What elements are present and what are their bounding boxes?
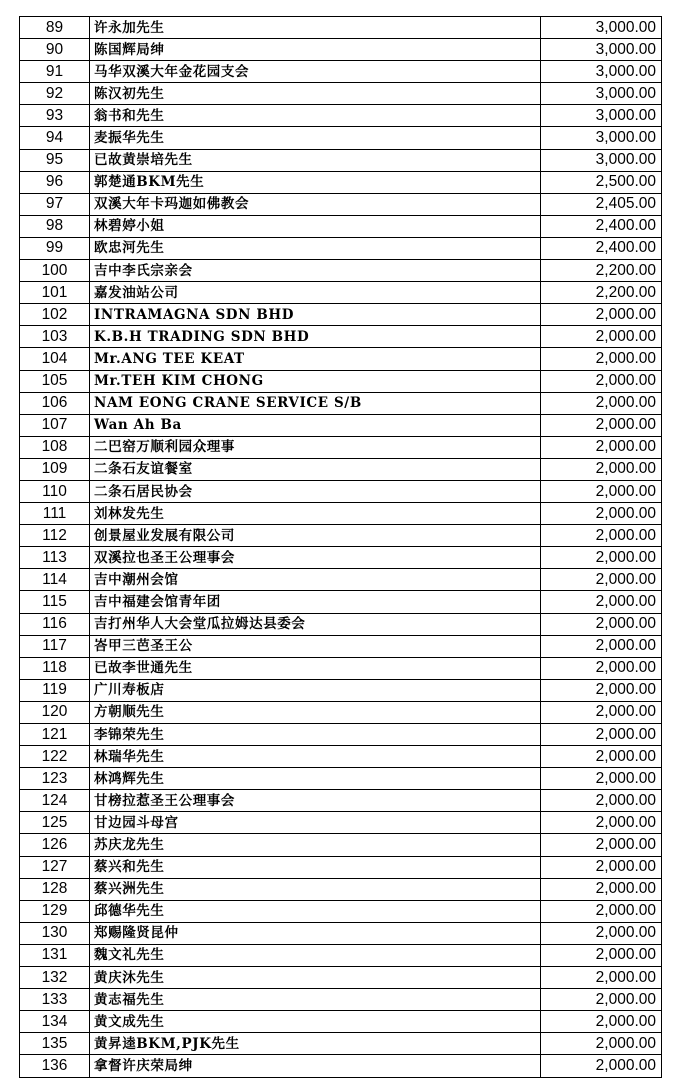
amount-cell: 2,000.00: [541, 790, 662, 812]
table-row: [20, 17, 662, 39]
table-row: [20, 61, 662, 83]
amount-cell: 3,000.00: [541, 127, 662, 149]
table-row: [20, 525, 662, 547]
amount-cell: 2,000.00: [541, 480, 662, 502]
table-row: [20, 149, 662, 171]
row-number-cell: 99: [20, 237, 90, 259]
amount-cell: 2,000.00: [541, 348, 662, 370]
table-row: [20, 392, 662, 414]
table-row: [20, 282, 662, 304]
table-row: [20, 768, 662, 790]
amount-cell: 3,000.00: [541, 61, 662, 83]
table-row: [20, 83, 662, 105]
donor-name-cell: 广川寿板店: [90, 679, 541, 701]
amount-cell: 2,000.00: [541, 922, 662, 944]
row-number-cell: 122: [20, 746, 90, 768]
row-number-cell: 125: [20, 812, 90, 834]
amount-cell: 2,000.00: [541, 1011, 662, 1033]
donor-name-cell: 二条石居民协会: [90, 480, 541, 502]
amount-cell: 2,000.00: [541, 878, 662, 900]
amount-cell: 2,000.00: [541, 525, 662, 547]
row-number-cell: 114: [20, 569, 90, 591]
table-row: [20, 1011, 662, 1033]
amount-cell: 3,000.00: [541, 83, 662, 105]
amount-cell: 2,000.00: [541, 613, 662, 635]
amount-cell: 2,000.00: [541, 746, 662, 768]
table-row: [20, 458, 662, 480]
donor-name-cell: 甘边园斗母宫: [90, 812, 541, 834]
amount-cell: 2,000.00: [541, 967, 662, 989]
amount-cell: 2,000.00: [541, 436, 662, 458]
row-number-cell: 100: [20, 260, 90, 282]
amount-cell: 2,000.00: [541, 326, 662, 348]
donor-name-cell: 甘榜拉惹圣王公理事会: [90, 790, 541, 812]
donor-name-cell: 已故李世通先生: [90, 657, 541, 679]
row-number-cell: 101: [20, 282, 90, 304]
donor-name-cell: 创景屋业发展有限公司: [90, 525, 541, 547]
row-number-cell: 131: [20, 944, 90, 966]
donor-name-cell: 林碧婷小姐: [90, 215, 541, 237]
row-number-cell: 129: [20, 900, 90, 922]
row-number-cell: 124: [20, 790, 90, 812]
donor-name-cell: Mr.TEH KIM CHONG: [90, 370, 541, 392]
donor-name-cell: 邱德华先生: [90, 900, 541, 922]
table-row: [20, 635, 662, 657]
donor-name-cell: 苏庆龙先生: [90, 834, 541, 856]
amount-cell: 2,400.00: [541, 215, 662, 237]
donor-name-cell: 郭楚通BKM先生: [90, 171, 541, 193]
donor-name-cell: 二巴窑万顺利园众理事: [90, 436, 541, 458]
donor-name-cell: INTRAMAGNA SDN BHD: [90, 304, 541, 326]
donor-name-cell: 方朝顺先生: [90, 701, 541, 723]
amount-cell: 2,000.00: [541, 591, 662, 613]
table-row: [20, 900, 662, 922]
table-row: [20, 193, 662, 215]
donor-name-cell: K.B.H TRADING SDN BHD: [90, 326, 541, 348]
amount-cell: 2,200.00: [541, 282, 662, 304]
row-number-cell: 104: [20, 348, 90, 370]
table-row: [20, 701, 662, 723]
row-number-cell: 121: [20, 724, 90, 746]
row-number-cell: 94: [20, 127, 90, 149]
table-row: [20, 1055, 662, 1077]
donor-name-cell: Mr.ANG TEE KEAT: [90, 348, 541, 370]
row-number-cell: 103: [20, 326, 90, 348]
donation-table: [19, 16, 662, 1078]
row-number-cell: 106: [20, 392, 90, 414]
row-number-cell: 119: [20, 679, 90, 701]
table-row: [20, 878, 662, 900]
row-number-cell: 102: [20, 304, 90, 326]
amount-cell: 2,000.00: [541, 679, 662, 701]
table-row: [20, 326, 662, 348]
donor-name-cell: 许永加先生: [90, 17, 541, 39]
table-row: [20, 105, 662, 127]
donor-name-cell: 郑赐隆贤昆仲: [90, 922, 541, 944]
table-row: [20, 922, 662, 944]
amount-cell: 2,000.00: [541, 503, 662, 525]
row-number-cell: 133: [20, 989, 90, 1011]
table-row: [20, 480, 662, 502]
amount-cell: 2,000.00: [541, 657, 662, 679]
row-number-cell: 90: [20, 39, 90, 61]
amount-cell: 2,000.00: [541, 635, 662, 657]
row-number-cell: 95: [20, 149, 90, 171]
amount-cell: 2,000.00: [541, 1033, 662, 1055]
row-number-cell: 111: [20, 503, 90, 525]
amount-cell: 2,000.00: [541, 370, 662, 392]
table-row: [20, 414, 662, 436]
amount-cell: 3,000.00: [541, 149, 662, 171]
row-number-cell: 108: [20, 436, 90, 458]
table-row: [20, 944, 662, 966]
donor-name-cell: 李锦荣先生: [90, 724, 541, 746]
table-row: [20, 370, 662, 392]
table-row: [20, 547, 662, 569]
table-row: [20, 348, 662, 370]
table-row: [20, 834, 662, 856]
row-number-cell: 113: [20, 547, 90, 569]
table-row: [20, 790, 662, 812]
table-row: [20, 260, 662, 282]
donor-name-cell: 双溪拉也圣王公理事会: [90, 547, 541, 569]
row-number-cell: 92: [20, 83, 90, 105]
donor-name-cell: 林瑞华先生: [90, 746, 541, 768]
table-row: [20, 215, 662, 237]
row-number-cell: 135: [20, 1033, 90, 1055]
table-row: [20, 613, 662, 635]
amount-cell: 2,000.00: [541, 812, 662, 834]
row-number-cell: 130: [20, 922, 90, 944]
table-row: [20, 989, 662, 1011]
row-number-cell: 107: [20, 414, 90, 436]
table-row: [20, 436, 662, 458]
amount-cell: 2,000.00: [541, 768, 662, 790]
table-row: [20, 746, 662, 768]
donor-name-cell: 陈汉初先生: [90, 83, 541, 105]
donor-name-cell: 黄庆沐先生: [90, 967, 541, 989]
row-number-cell: 93: [20, 105, 90, 127]
amount-cell: 2,200.00: [541, 260, 662, 282]
table-row: [20, 237, 662, 259]
amount-cell: 2,000.00: [541, 724, 662, 746]
amount-cell: 2,000.00: [541, 834, 662, 856]
donor-name-cell: 黄文成先生: [90, 1011, 541, 1033]
row-number-cell: 123: [20, 768, 90, 790]
table-row: [20, 812, 662, 834]
amount-cell: 2,000.00: [541, 392, 662, 414]
row-number-cell: 116: [20, 613, 90, 635]
donor-name-cell: 嘉发油站公司: [90, 282, 541, 304]
donor-name-cell: 吉中福建会馆青年团: [90, 591, 541, 613]
row-number-cell: 134: [20, 1011, 90, 1033]
donor-name-cell: 已故黄崇培先生: [90, 149, 541, 171]
donor-name-cell: 蔡兴洲先生: [90, 878, 541, 900]
row-number-cell: 115: [20, 591, 90, 613]
donor-name-cell: NAM EONG CRANE SERVICE S/B: [90, 392, 541, 414]
table-row: [20, 724, 662, 746]
amount-cell: 2,000.00: [541, 458, 662, 480]
amount-cell: 2,000.00: [541, 304, 662, 326]
donor-name-cell: 双溪大年卡玛迦如佛教会: [90, 193, 541, 215]
row-number-cell: 105: [20, 370, 90, 392]
donor-name-cell: 欧忠河先生: [90, 237, 541, 259]
amount-cell: 2,400.00: [541, 237, 662, 259]
donor-name-cell: 峇甲三芭圣王公: [90, 635, 541, 657]
donor-name-cell: 麦振华先生: [90, 127, 541, 149]
table-row: [20, 569, 662, 591]
row-number-cell: 127: [20, 856, 90, 878]
donor-name-cell: 刘林发先生: [90, 503, 541, 525]
table-row: [20, 591, 662, 613]
donation-table-body: [20, 17, 662, 1078]
donor-name-cell: 吉打州华人大会堂瓜拉姆达县委会: [90, 613, 541, 635]
amount-cell: 2,000.00: [541, 944, 662, 966]
row-number-cell: 96: [20, 171, 90, 193]
donor-name-cell: 翁书和先生: [90, 105, 541, 127]
donor-name-cell: 林鸿辉先生: [90, 768, 541, 790]
donor-name-cell: 魏文礼先生: [90, 944, 541, 966]
table-row: [20, 967, 662, 989]
table-row: [20, 304, 662, 326]
amount-cell: 2,405.00: [541, 193, 662, 215]
donor-name-cell: 黄昇逵BKM,PJK先生: [90, 1033, 541, 1055]
donor-name-cell: 拿督许庆荣局绅: [90, 1055, 541, 1077]
row-number-cell: 120: [20, 701, 90, 723]
amount-cell: 2,000.00: [541, 701, 662, 723]
row-number-cell: 98: [20, 215, 90, 237]
donor-name-cell: 黄志福先生: [90, 989, 541, 1011]
donor-name-cell: Wan Ah Ba: [90, 414, 541, 436]
row-number-cell: 89: [20, 17, 90, 39]
row-number-cell: 118: [20, 657, 90, 679]
row-number-cell: 97: [20, 193, 90, 215]
row-number-cell: 132: [20, 967, 90, 989]
table-row: [20, 657, 662, 679]
donor-name-cell: 吉中李氏宗亲会: [90, 260, 541, 282]
amount-cell: 2,000.00: [541, 547, 662, 569]
table-row: [20, 679, 662, 701]
amount-cell: 2,000.00: [541, 1055, 662, 1077]
row-number-cell: 112: [20, 525, 90, 547]
table-row: [20, 127, 662, 149]
table-row: [20, 39, 662, 61]
amount-cell: 2,000.00: [541, 989, 662, 1011]
table-row: [20, 503, 662, 525]
table-row: [20, 1033, 662, 1055]
amount-cell: 2,000.00: [541, 856, 662, 878]
donor-name-cell: 马华双溪大年金花园支会: [90, 61, 541, 83]
row-number-cell: 117: [20, 635, 90, 657]
table-row: [20, 171, 662, 193]
row-number-cell: 136: [20, 1055, 90, 1077]
row-number-cell: 91: [20, 61, 90, 83]
amount-cell: 3,000.00: [541, 105, 662, 127]
donor-name-cell: 蔡兴和先生: [90, 856, 541, 878]
amount-cell: 2,000.00: [541, 900, 662, 922]
row-number-cell: 126: [20, 834, 90, 856]
donor-name-cell: 吉中潮州会馆: [90, 569, 541, 591]
amount-cell: 2,000.00: [541, 414, 662, 436]
donor-name-cell: 陈国辉局绅: [90, 39, 541, 61]
amount-cell: 3,000.00: [541, 17, 662, 39]
donor-name-cell: 二条石友谊餐室: [90, 458, 541, 480]
amount-cell: 3,000.00: [541, 39, 662, 61]
row-number-cell: 109: [20, 458, 90, 480]
table-row: [20, 856, 662, 878]
row-number-cell: 110: [20, 480, 90, 502]
row-number-cell: 128: [20, 878, 90, 900]
amount-cell: 2,000.00: [541, 569, 662, 591]
amount-cell: 2,500.00: [541, 171, 662, 193]
